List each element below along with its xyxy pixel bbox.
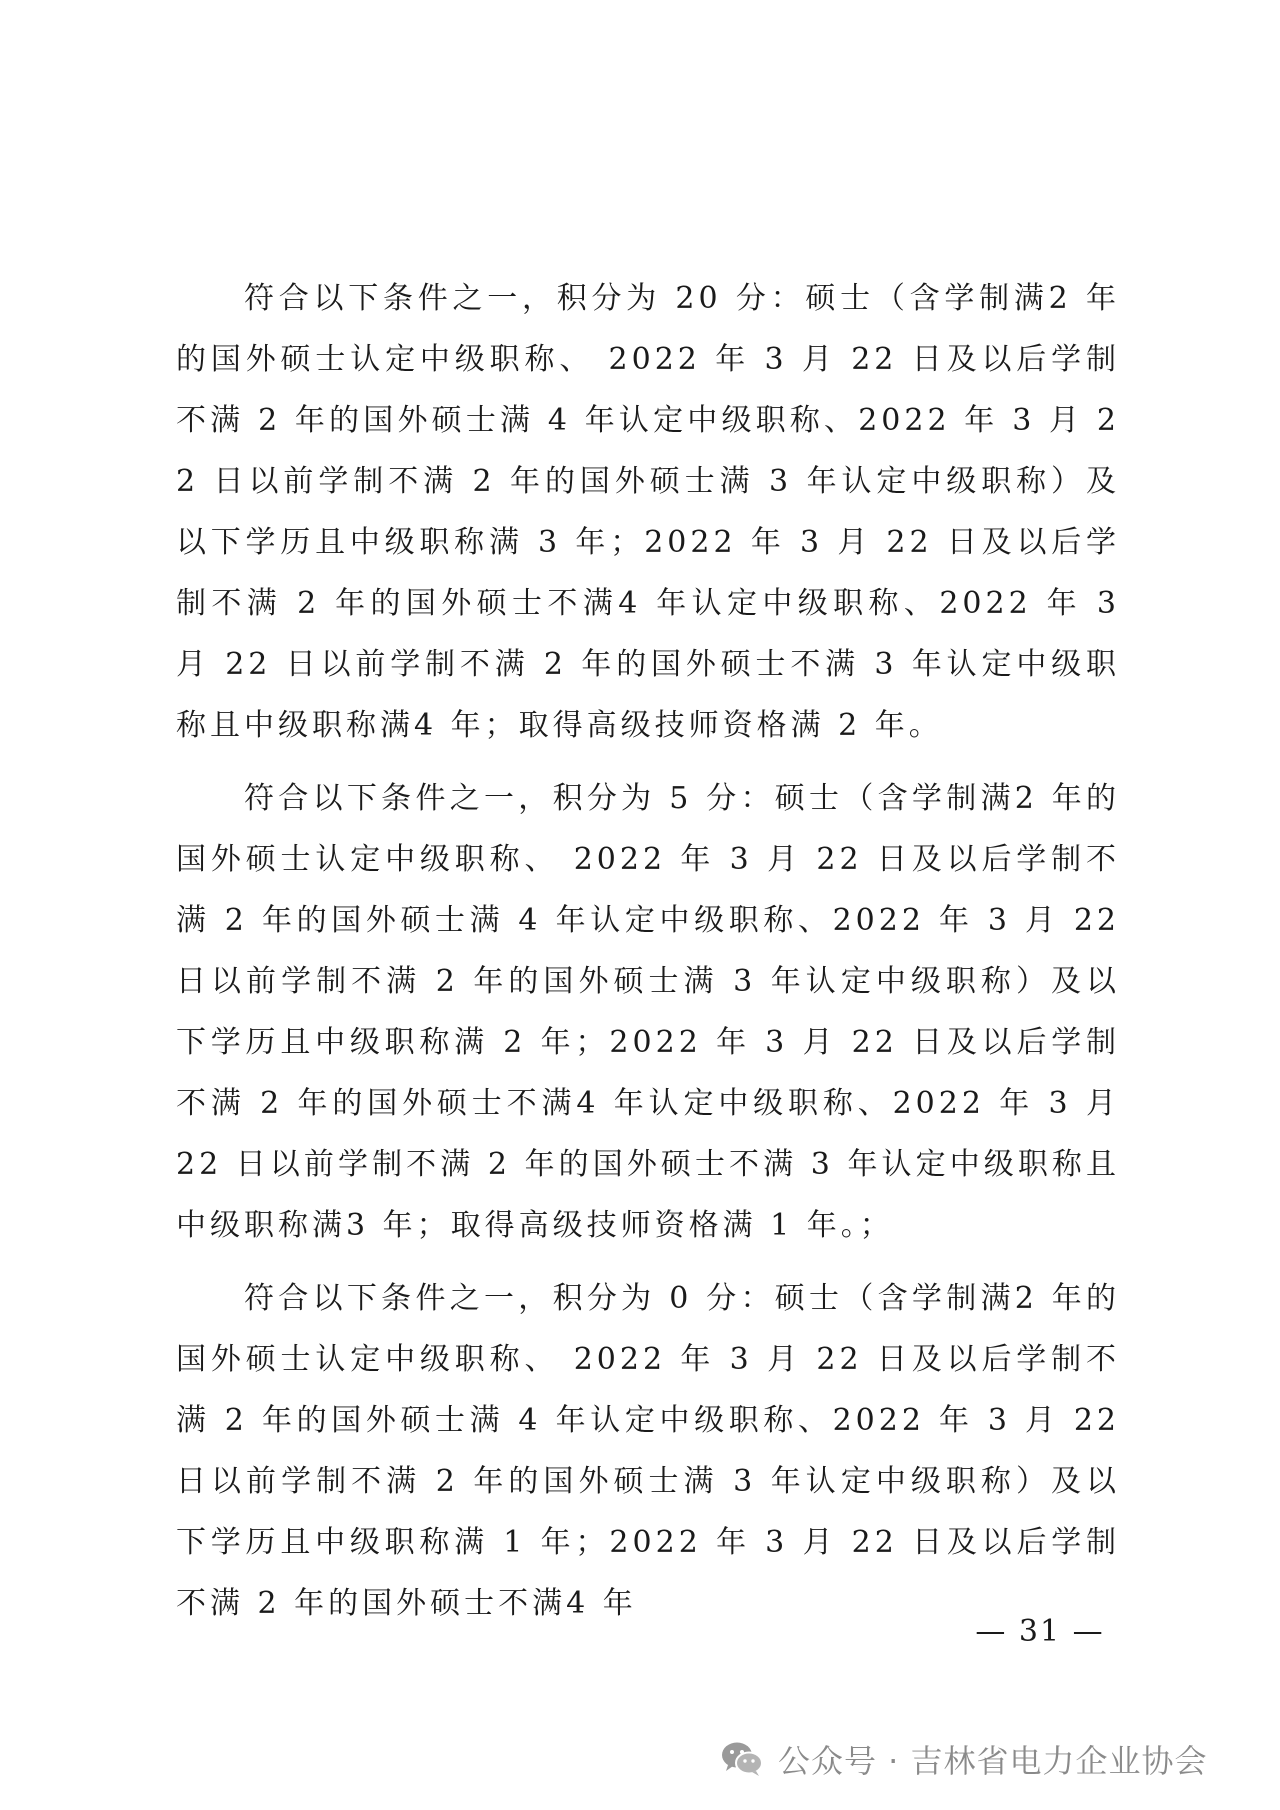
watermark xyxy=(720,1735,1208,1783)
wechat-icon xyxy=(720,1739,764,1779)
paragraph-0-points: 符合以下条件之一，积分为 0 分：硕士（含学制满2 年的国外硕士认定中级职称、 2022 年 3 月 22 日及以后学制不满 2 年的国外硕士满 4 年认定中级职称、2022 年 3 月 22 日以前学制不满 2 年的国外硕士满 3 年认定中级职称）及以下学历且中级职称满 1 年；2022 年 3 月 22 日及以后学制不满 2 年的国外硕士不满4 年 xyxy=(176,1281,1120,1621)
paragraph-20-points: 符合以下条件之一，积分为 20 分：硕士（含学制满2 年的国外硕士认定中级职称、 2022 年 3 月 22 日及以后学制不满 2 年的国外硕士满 4 年认定中级职称、2022 年 3 月 22 日以前学制不满 2 年的国外硕士满 3 年认定中级职称）及以下学历且中级职称满 3 年；2022 年 3 月 22 日及以后学制不满 2 年的国外硕士不满4 年认定中级职称、2022 年 3 月 22 日以前学制不满 2 年的国外硕士不满 3 年认定中级职称且中级职称满4 年；取得高级技师资格满 2 年。 xyxy=(176,281,1120,743)
paragraph-5-points: 符合以下条件之一，积分为 5 分：硕士（含学制满2 年的国外硕士认定中级职称、 2022 年 3 月 22 日及以后学制不满 2 年的国外硕士满 4 年认定中级职称、2022 年 3 月 22 日以前学制不满 2 年的国外硕士满 3 年认定中级职称）及以下学历且中级职称满 2 年；2022 年 3 月 22 日及以后学制不满 2 年的国外硕士不满4 年认定中级职称、2022 年 3 月 22 日以前学制不满 2 年的国外硕士不满 3 年认定中级职称且中级职称满3 年；取得高级技师资格满 1 年。； xyxy=(176,781,1120,1243)
page-number: — 31 — xyxy=(975,1614,1105,1649)
watermark-text: 公众号 · 吉林省电力企业协会 xyxy=(778,1742,1208,1780)
